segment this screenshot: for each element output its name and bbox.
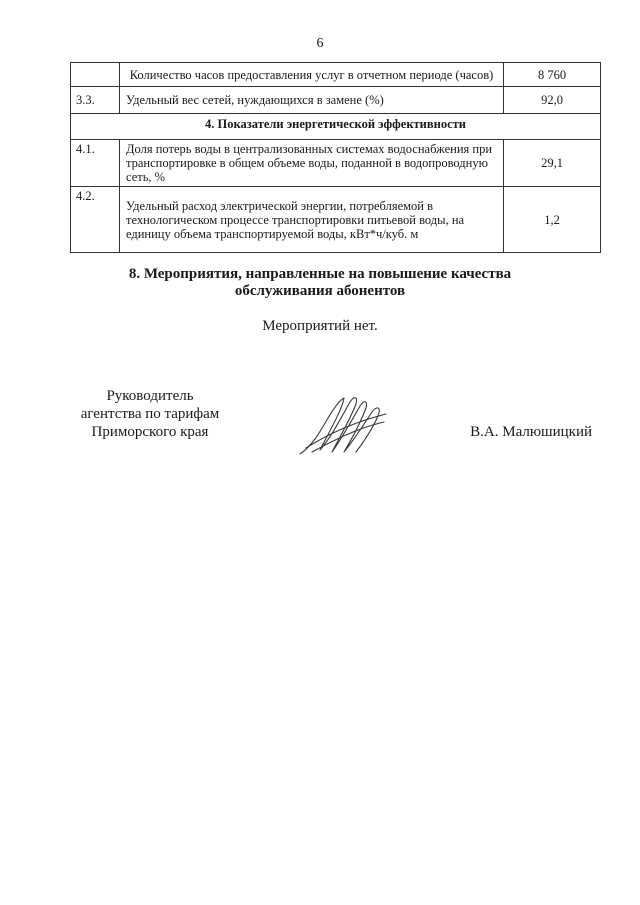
row-value: 29,1	[504, 140, 601, 187]
row-number	[71, 63, 120, 87]
row-description: Доля потерь воды в централизованных системах водоснабжения при транспортировке в общем объеме воды, поданной в водопроводную сеть, %	[120, 140, 504, 187]
section-heading-line: обслуживания абонентов	[234, 283, 406, 299]
row-description: Удельный расход электрической энергии, потребляемой в технологическом процессе транспортировки питьевой воды, на единицу объема транспортируемой воды, кВт*ч/куб. м	[120, 187, 504, 253]
row-value: 1,2	[504, 187, 601, 253]
row-number: 3.3.	[71, 87, 120, 114]
row-number: 4.1.	[71, 140, 120, 187]
section-heading-line: 8. Мероприятия, направленные на повышение качества	[128, 266, 512, 282]
row-description: Количество часов предоставления услуг в отчетном периоде (часов)	[120, 63, 504, 87]
signer-title	[60, 387, 240, 441]
row-value: 8 760	[504, 63, 601, 87]
indicators-table	[70, 62, 601, 253]
section-body-text: Мероприятий нет.	[262, 318, 378, 334]
section-title: 4. Показатели энергетической эффективности	[71, 114, 601, 140]
table-row	[71, 87, 601, 114]
row-description: Удельный вес сетей, нуждающихся в замене (%)	[120, 87, 504, 114]
row-value: 92,0	[504, 87, 601, 114]
page-number: 6	[316, 36, 324, 51]
signer-name: В.А. Малюшицкий	[470, 424, 592, 440]
signer-title-line: агентства по тарифам	[80, 406, 220, 422]
table-row	[71, 63, 601, 87]
section-heading	[0, 266, 640, 300]
table-row	[71, 187, 601, 253]
signature-image	[298, 388, 390, 460]
row-number: 4.2.	[71, 187, 120, 253]
signer-title-line: Приморского края	[91, 424, 209, 440]
table-section-row	[71, 114, 601, 140]
table-row	[71, 140, 601, 187]
signer-title-line: Руководитель	[106, 388, 194, 404]
